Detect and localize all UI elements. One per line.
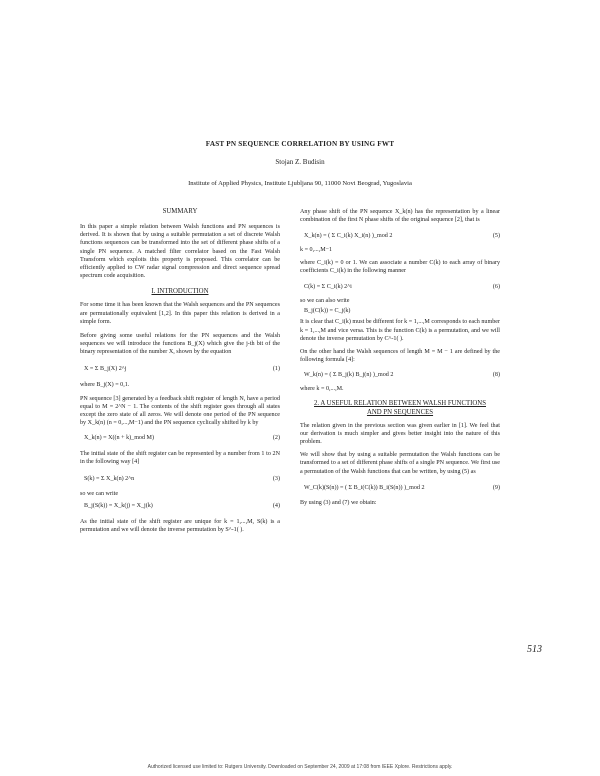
right-paragraph-7: We will show that by using a suitable permutation the Walsh functions can be transformed to a set of different phase shifts of a single PN sequence. We first use a permutation of the Walsh functions that can be written, by using (5) as — [300, 452, 500, 475]
equation-2-block — [80, 432, 280, 446]
paper-title: FAST PN SEQUENCE CORRELATION BY USING FWT — [205, 140, 395, 148]
equation-8-number: (8) — [492, 372, 500, 379]
pn-paragraph: PN sequence [3] generated by a feedback shift register of length N, have a period equal to M = 2^N − 1. The contents of the shift register goes through all states except the zero state of all zeros. We will denote one period of the PN sequence by X_k(n) (n = 0,...,M−1) and the PN sequence cyclically shifted by k by — [80, 395, 280, 427]
equation-9-block — [300, 479, 500, 499]
k-range-line: k = 0,...,M−1 — [300, 247, 333, 254]
equation-9-number: (9) — [492, 484, 500, 491]
equation-4: B_j(S(k)) = X_k(j) = X_j(k) — [84, 503, 153, 510]
intro-paragraph-2: Before giving some useful relations for the PN sequences and the Walsh sequences we will introduce the functions B_j(X) which give the j-th bit of the binary representation of the number X, shown by the equation — [80, 333, 280, 356]
left-column — [80, 208, 280, 535]
right-paragraph-6: The relation given in the previous section was given earlier in [1]. We feel that our derivation is much simpler and gives better insight into the nature of this problem. — [300, 422, 500, 446]
k-range-line-2: where k = 0,...,M. — [300, 386, 344, 393]
equation-6-number: (6) — [492, 284, 500, 291]
right-column — [300, 208, 500, 507]
summary-heading: SUMMARY — [162, 208, 198, 215]
right-paragraph-3: so we can also write — [300, 298, 350, 305]
summary-text: In this paper a simple relation between Walsh functions and PN sequences is derived. It is shown that by using a suitable permutation a set of discrete Walsh functions sequences can be transformed into the set of different phase shifts of a single PN sequence. A matched filter correlator based on the Fast Walsh Transform which exploits this property is proposed. This correlator can be efficiently applied to CW radar signal compression and direct sequence spread spectrum code acquisition. — [80, 224, 280, 280]
right-paragraph-5: On the other hand the Walsh sequences of length M = M − 1 are defined by the following formula [4]: — [300, 349, 500, 364]
where-line-1: where B_j(X) = 0,1. — [80, 381, 130, 388]
equation-6-block — [300, 279, 500, 297]
equation-2-number: (2) — [272, 434, 280, 441]
equation-5-block — [300, 228, 500, 246]
equation-8: W_k(n) = ( Σ B_j(k) B_j(n) )_mod 2 — [304, 372, 394, 379]
equation-7: B_j(C(k)) = C_j(k) — [304, 308, 351, 315]
equation-1-block — [80, 361, 280, 381]
intro-paragraph-1: For some time it has been known that the Walsh sequences and the PN sequences are permutationally equivalent [1,2]. In this paper this relation is derived in a simple form. — [80, 302, 280, 325]
state-paragraph: The initial state of the shift register can be represented by a number from 1 to 2N in the following way [4] — [80, 450, 280, 465]
intro-heading: I. INTRODUCTION — [151, 288, 209, 296]
equation-1-number: (1) — [272, 365, 280, 372]
right-paragraph-1: Any phase shift of the PN sequence X_k(n) has the representation by a linear combination of the first N phase shifts of the original sequence [2], that is — [300, 209, 500, 224]
author-name: Stojan Z. Budisin — [275, 158, 325, 166]
final-paragraph: As the initial state of the shift register are unique for k = 1,...,M, S(k) is a permutation and we will denote the inverse permutation by S^-1( ). — [80, 519, 280, 534]
equation-9: W_C(k)(S(n)) = ( Σ B_i(C(k)) B_i(S(n)) )_mod 2 — [304, 484, 425, 491]
equation-5-number: (5) — [492, 233, 500, 240]
section-2-heading-line-1: 2. A USEFUL RELATION BETWEEN WALSH FUNCTIONS — [314, 399, 486, 407]
equation-3: S(k) = Σ X_k(n) 2^n — [84, 476, 135, 483]
equation-3-number: (3) — [272, 476, 280, 483]
equation-4-number: (4) — [272, 503, 280, 510]
equation-2: X_k(n) = X((n + k)_mod M) — [84, 434, 155, 441]
equation-4-block — [80, 500, 280, 514]
equation-1: X = Σ B_j(X) 2^j — [84, 365, 127, 372]
equation-5: X_k(n) = ( Σ C_i(k) X_i(n) )_mod 2 — [304, 233, 393, 240]
license-footer: Authorized licensed use limited to: Rutgers University. Downloaded on September 24, 2009 at 17:08 from IEEE Xplore. Restrictions apply. — [147, 764, 453, 770]
section-2-heading-line-2: AND PN SEQUENCES — [366, 408, 434, 416]
equation-6: C(k) = Σ C_i(k) 2^i — [304, 284, 352, 291]
right-paragraph-8: By using (3) and (7) we obtain: — [300, 499, 377, 506]
right-paragraph-2: where C_i(k) = 0 or 1. We can associate a number C(k) to each array of binary coefficients C_i(k) in the following manner — [300, 259, 500, 274]
author-affiliation: Institute of Applied Physics, Institute Ljubljana 90, 11000 Novi Beograd, Yugoslavia — [188, 180, 412, 187]
equation-3-block — [80, 470, 280, 490]
obtain-line: so we can write — [80, 491, 119, 498]
page-number: 513 — [527, 644, 542, 655]
equation-8-block — [300, 367, 500, 385]
right-paragraph-4: It is clear that C_i(k) must be different for k = 1,...,M corresponds to each number k = 1,...,M and vice versa. This is the function C(k) is a permutation, and we will denote the inverse permutation by C^-1( ). — [300, 319, 500, 342]
